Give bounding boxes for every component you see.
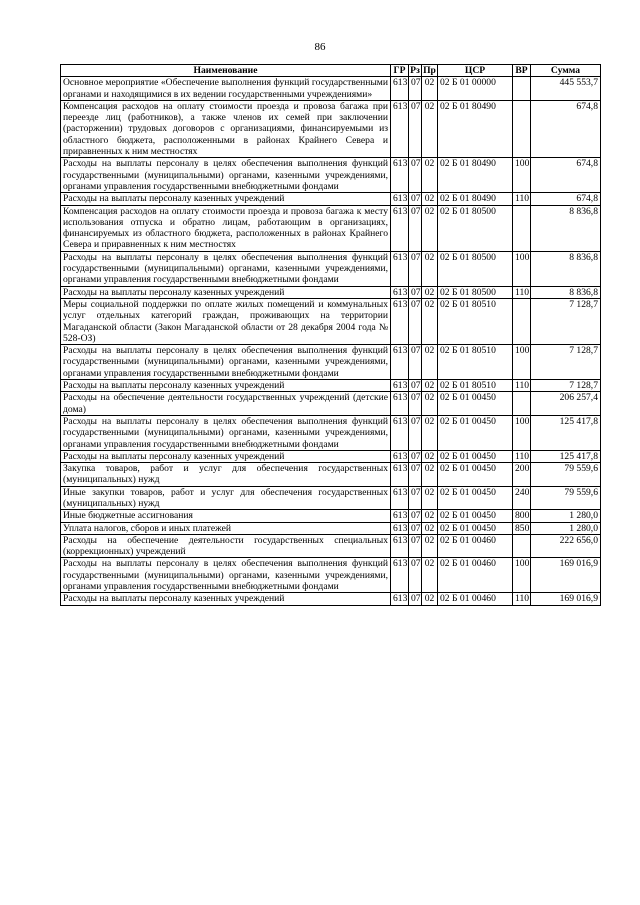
- cell-vr: [513, 298, 531, 344]
- cell-csr: 02 Б 01 00450: [438, 415, 513, 450]
- header-rz: Рз: [410, 65, 420, 76]
- table-row: [61, 463, 601, 487]
- cell-pr: 02: [422, 380, 438, 392]
- cell-sum: 674,8: [531, 158, 601, 193]
- cell-sum: 7 128,7: [531, 298, 601, 344]
- cell-name: Расходы на выплаты персоналу в целях обеспечения выполнения функций государственными (муниципальными) органами, казенными учреждениями, органами управления государственными внебюджетными фондами: [61, 158, 391, 193]
- cell-sum: 125 417,8: [531, 415, 601, 450]
- cell-rz: 07: [409, 415, 422, 450]
- cell-name: Иные бюджетные ассигнования: [61, 510, 391, 522]
- table-row: [61, 100, 601, 157]
- table-row: [61, 298, 601, 344]
- budget-table: [60, 64, 601, 606]
- cell-rz: 07: [409, 510, 422, 522]
- cell-csr: 02 Б 01 80510: [438, 345, 513, 380]
- cell-name: Расходы на выплаты персоналу в целях обеспечения выполнения функций государственными (муниципальными) органами, казенными учреждениями, органами управления государственными внебюджетными фондами: [61, 251, 391, 286]
- header-csr: ЦСР: [438, 65, 513, 77]
- cell-csr: 02 Б 01 00000: [438, 77, 513, 101]
- cell-gr: 613: [391, 205, 409, 251]
- cell-csr: 02 Б 01 00450: [438, 510, 513, 522]
- cell-csr: 02 Б 01 00450: [438, 522, 513, 534]
- cell-rz: 07: [409, 158, 422, 193]
- cell-rz: 07: [409, 558, 422, 593]
- table-row: [61, 392, 601, 416]
- cell-gr: 613: [391, 522, 409, 534]
- header-vr: ВР: [513, 65, 531, 77]
- cell-sum: 8 836,8: [531, 251, 601, 286]
- table-row: [61, 193, 601, 205]
- cell-pr: 02: [422, 415, 438, 450]
- cell-pr: 02: [422, 251, 438, 286]
- cell-name: Расходы на обеспечение деятельности государственных специальных (коррекционных) учреждений: [61, 534, 391, 558]
- table-row: [61, 534, 601, 558]
- cell-vr: [513, 392, 531, 416]
- cell-vr: 100: [513, 158, 531, 193]
- cell-pr: 02: [422, 534, 438, 558]
- cell-csr: 02 Б 01 80490: [438, 193, 513, 205]
- cell-name: Меры социальной поддержки по оплате жилых помещений и коммунальных услуг отдельных категорий граждан, проживающих на территории Магаданской области (Закон Магаданской области от 28 декабря 2004 года № 528-ОЗ): [61, 298, 391, 344]
- cell-gr: 613: [391, 193, 409, 205]
- cell-gr: 613: [391, 298, 409, 344]
- cell-csr: 02 Б 01 80500: [438, 205, 513, 251]
- cell-gr: 613: [391, 593, 409, 605]
- cell-pr: 02: [422, 463, 438, 487]
- cell-name: Расходы на выплаты персоналу в целях обеспечения выполнения функций государственными (муниципальными) органами, казенными учреждениями, органами управления государственными внебюджетными фондами: [61, 415, 391, 450]
- cell-vr: 240: [513, 486, 531, 510]
- cell-sum: 79 559,6: [531, 463, 601, 487]
- cell-csr: 02 Б 01 00450: [438, 486, 513, 510]
- cell-csr: 02 Б 01 80500: [438, 286, 513, 298]
- cell-sum: 1 280,0: [531, 522, 601, 534]
- cell-gr: 613: [391, 510, 409, 522]
- cell-pr: 02: [422, 450, 438, 462]
- cell-sum: 222 656,0: [531, 534, 601, 558]
- cell-rz: 07: [409, 251, 422, 286]
- cell-sum: 7 128,7: [531, 345, 601, 380]
- cell-csr: 02 Б 01 80490: [438, 100, 513, 157]
- cell-name: Уплата налогов, сборов и иных платежей: [61, 522, 391, 534]
- header-gr: ГР: [391, 65, 409, 77]
- cell-pr: 02: [422, 205, 438, 251]
- cell-gr: 613: [391, 345, 409, 380]
- cell-gr: 613: [391, 415, 409, 450]
- table-row: [61, 450, 601, 462]
- table-row: [61, 251, 601, 286]
- cell-pr: 02: [422, 158, 438, 193]
- cell-rz: 07: [409, 345, 422, 380]
- cell-sum: 674,8: [531, 193, 601, 205]
- cell-vr: 200: [513, 463, 531, 487]
- header-pr: Пр: [423, 65, 436, 76]
- cell-vr: [513, 100, 531, 157]
- cell-pr: 02: [422, 298, 438, 344]
- cell-name: Расходы на выплаты персоналу казенных учреждений: [61, 380, 391, 392]
- cell-pr: 02: [422, 345, 438, 380]
- cell-pr: 02: [422, 100, 438, 157]
- table-row: [61, 345, 601, 380]
- cell-gr: 613: [391, 463, 409, 487]
- cell-pr: 02: [422, 510, 438, 522]
- cell-sum: 8 836,8: [531, 205, 601, 251]
- cell-csr: 02 Б 01 80500: [438, 251, 513, 286]
- table-row: [61, 77, 601, 101]
- table-row: [61, 380, 601, 392]
- cell-gr: 613: [391, 286, 409, 298]
- cell-sum: 206 257,4: [531, 392, 601, 416]
- table-row: [61, 486, 601, 510]
- cell-sum: 445 553,7: [531, 77, 601, 101]
- cell-vr: 110: [513, 593, 531, 605]
- cell-rz: 07: [409, 205, 422, 251]
- cell-rz: 07: [409, 486, 422, 510]
- cell-gr: 613: [391, 392, 409, 416]
- cell-vr: 100: [513, 251, 531, 286]
- cell-vr: [513, 534, 531, 558]
- cell-vr: 100: [513, 558, 531, 593]
- cell-name: Расходы на выплаты персоналу казенных учреждений: [61, 193, 391, 205]
- cell-csr: 02 Б 01 00460: [438, 534, 513, 558]
- cell-pr: 02: [422, 193, 438, 205]
- page-number: 86: [314, 41, 326, 53]
- cell-pr: 02: [422, 593, 438, 605]
- cell-rz: 07: [409, 392, 422, 416]
- cell-csr: 02 Б 01 00460: [438, 593, 513, 605]
- cell-name: Компенсация расходов на оплату стоимости проезда и провоза багажа при переезде лиц (работников), а также членов их семей при заключении (расторжении) трудовых договоров с организациями, финансируемыми из областного бюджета, расположенными в районах Крайнего Севера и приравненных к ним местностях: [61, 100, 391, 157]
- cell-sum: 8 836,8: [531, 286, 601, 298]
- cell-gr: 613: [391, 77, 409, 101]
- cell-gr: 613: [391, 558, 409, 593]
- cell-sum: 1 280,0: [531, 510, 601, 522]
- cell-rz: 07: [409, 286, 422, 298]
- cell-gr: 613: [391, 251, 409, 286]
- cell-name: Расходы на выплаты персоналу казенных учреждений: [61, 286, 391, 298]
- cell-gr: 613: [391, 100, 409, 157]
- cell-csr: 02 Б 01 00450: [438, 450, 513, 462]
- cell-csr: 02 Б 01 00460: [438, 558, 513, 593]
- cell-gr: 613: [391, 450, 409, 462]
- cell-name: Расходы на выплаты персоналу казенных учреждений: [61, 593, 391, 605]
- cell-pr: 02: [422, 77, 438, 101]
- cell-csr: 02 Б 01 00450: [438, 463, 513, 487]
- table-row: [61, 593, 601, 605]
- cell-rz: 07: [409, 450, 422, 462]
- cell-pr: 02: [422, 392, 438, 416]
- header-name: Наименование: [61, 65, 391, 77]
- cell-rz: 07: [409, 593, 422, 605]
- cell-sum: 7 128,7: [531, 380, 601, 392]
- cell-csr: 02 Б 01 80490: [438, 158, 513, 193]
- cell-gr: 613: [391, 158, 409, 193]
- cell-rz: 07: [409, 534, 422, 558]
- cell-name: Расходы на выплаты персоналу казенных учреждений: [61, 450, 391, 462]
- cell-name: Расходы на обеспечение деятельности государственных учреждений (детские дома): [61, 392, 391, 416]
- cell-pr: 02: [422, 486, 438, 510]
- cell-vr: 110: [513, 450, 531, 462]
- cell-vr: [513, 77, 531, 101]
- cell-rz: 07: [409, 298, 422, 344]
- cell-rz: 07: [409, 193, 422, 205]
- table-row: [61, 558, 601, 593]
- table-row: [61, 510, 601, 522]
- table-row: [61, 415, 601, 450]
- cell-name: Расходы на выплаты персоналу в целях обеспечения выполнения функций государственными (муниципальными) органами, казенными учреждениями, органами управления государственными внебюджетными фондами: [61, 558, 391, 593]
- table-header-row: [61, 65, 601, 77]
- cell-pr: 02: [422, 558, 438, 593]
- table-row: [61, 522, 601, 534]
- table-row: [61, 205, 601, 251]
- cell-rz: 07: [409, 380, 422, 392]
- cell-sum: 169 016,9: [531, 593, 601, 605]
- cell-vr: 100: [513, 415, 531, 450]
- cell-csr: 02 Б 01 80510: [438, 298, 513, 344]
- cell-gr: 613: [391, 534, 409, 558]
- cell-vr: 110: [513, 286, 531, 298]
- cell-sum: 674,8: [531, 100, 601, 157]
- cell-sum: 169 016,9: [531, 558, 601, 593]
- cell-vr: 100: [513, 345, 531, 380]
- cell-name: Расходы на выплаты персоналу в целях обеспечения выполнения функций государственными (муниципальными) органами, казенными учреждениями, органами управления государственными внебюджетными фондами: [61, 345, 391, 380]
- cell-rz: 07: [409, 463, 422, 487]
- cell-sum: 125 417,8: [531, 450, 601, 462]
- cell-gr: 613: [391, 380, 409, 392]
- cell-vr: 800: [513, 510, 531, 522]
- table-row: [61, 286, 601, 298]
- cell-vr: 850: [513, 522, 531, 534]
- cell-rz: 07: [409, 522, 422, 534]
- cell-name: Закупка товаров, работ и услуг для обеспечения государственных (муниципальных) нужд: [61, 463, 391, 487]
- cell-csr: 02 Б 01 00450: [438, 392, 513, 416]
- cell-csr: 02 Б 01 80510: [438, 380, 513, 392]
- table-row: [61, 158, 601, 193]
- cell-name: Основное мероприятие «Обеспечение выполнения функций государственными органами и находящимися в их ведении государственными учреждениями»: [61, 77, 391, 101]
- cell-rz: 07: [409, 100, 422, 157]
- cell-name: Иные закупки товаров, работ и услуг для обеспечения государственных (муниципальных) нужд: [61, 486, 391, 510]
- cell-gr: 613: [391, 486, 409, 510]
- cell-rz: 07: [409, 77, 422, 101]
- cell-name: Компенсация расходов на оплату стоимости проезда и провоза багажа к месту использования отпуска и обратно лицам, работающим в организациях, финансируемых из областного бюджета, расположенных в районах Крайнего Севера и приравненных к ним местностях: [61, 205, 391, 251]
- cell-pr: 02: [422, 522, 438, 534]
- cell-vr: 110: [513, 380, 531, 392]
- cell-sum: 79 559,6: [531, 486, 601, 510]
- cell-pr: 02: [422, 286, 438, 298]
- header-sum: Сумма: [531, 65, 601, 77]
- cell-vr: 110: [513, 193, 531, 205]
- cell-vr: [513, 205, 531, 251]
